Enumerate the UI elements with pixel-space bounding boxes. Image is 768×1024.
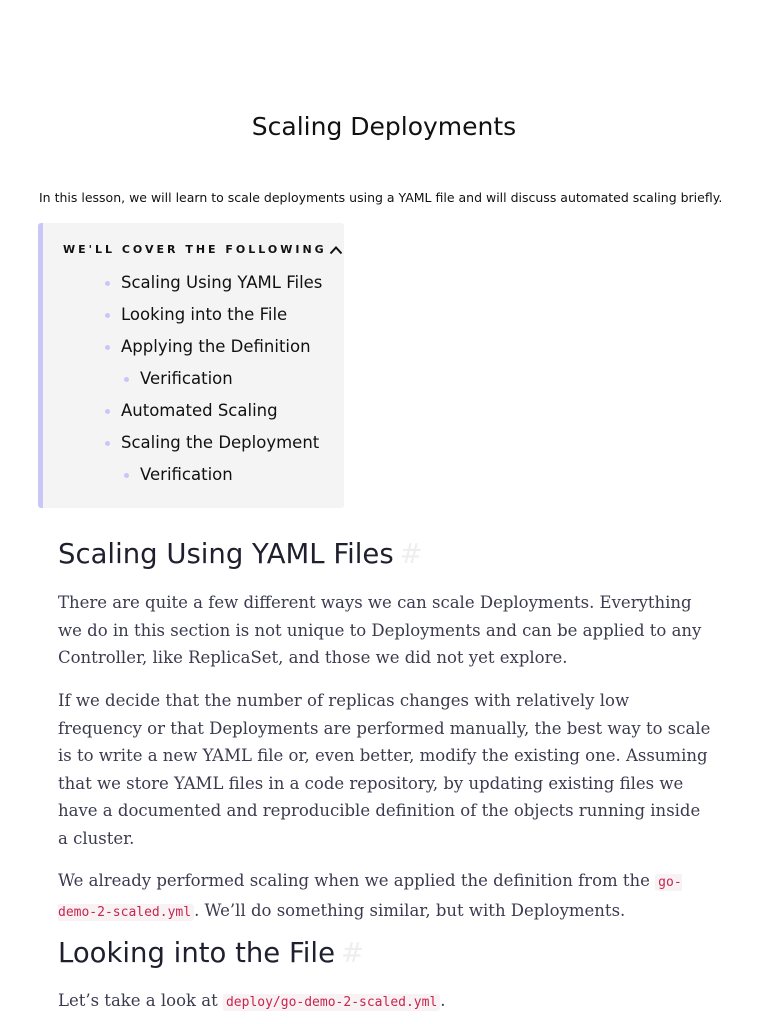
section-heading-text: Scaling Using YAML Files [58,538,394,570]
bullet-dot [105,345,110,350]
paragraph-look-at-file [58,987,713,1017]
text: Let’s take a look at [58,991,223,1010]
toc-item-applying-the-definition[interactable] [43,331,344,363]
bullet-dot [105,281,110,286]
toc-item-verification-2[interactable] [43,459,344,491]
text: . [440,991,446,1010]
toc-list [43,267,344,491]
table-of-contents [38,223,344,508]
bullet-dot [124,377,129,382]
page-title: Scaling Deployments [251,112,517,141]
bullet-dot [105,313,110,318]
paragraph-scaling-yaml: If we decide that the number of replicas changes with relatively low frequency or that Deployments are performed manually, the best way to scale is to write a new YAML file or, even better, modify the existing one. Assuming that we store YAML files in a code repository, by updating existing files we have a documented and reproducible definition of the objects running inside a cluster. [58,691,711,848]
toc-item-scaling-the-deployment[interactable] [43,427,344,459]
paragraph-scaling-intro: There are quite a few different ways we can scale Deployments. Everything we do in this section is not unique to Deployments and can be applied to any Controller, like ReplicaSet, and those we did not yet explore. [58,593,702,667]
text: . We’ll do something similar, but with Deployments. [194,900,626,920]
lesson-intro: In this lesson, we will learn to scale deployments using a YAML file and will discuss automated scaling briefly. [39,190,723,205]
chevron-up-icon[interactable] [329,245,343,255]
toc-item-looking-into-the-file[interactable] [43,299,344,331]
toc-item-scaling-using-yaml-files[interactable] [43,267,344,299]
toc-item-label: Looking into the File [121,305,288,324]
text: We already performed scaling when we applied the definition from the [58,871,656,890]
toc-item-label: Scaling the Deployment [121,433,320,452]
section-heading-scaling-using-yaml-files [58,538,423,570]
section-heading-text: Looking into the File [58,937,335,969]
toc-item-label: Automated Scaling [121,401,278,420]
bullet-dot [105,409,110,414]
bullet-dot [105,441,110,446]
inline-code-filepath: deploy/go-demo-2-scaled.yml [223,994,440,1011]
anchor-link-icon[interactable]: # [399,538,423,570]
toc-item-automated-scaling[interactable] [43,395,344,427]
inline-code-filename: go-demo-2-scaled.yml [58,875,682,920]
toc-item-label: Verification [140,369,233,388]
toc-item-label: Scaling Using YAML Files [121,273,323,292]
toc-item-label: Applying the Definition [121,337,311,356]
toc-header[interactable] [63,243,343,256]
toc-item-label: Verification [140,465,233,484]
section-heading-looking-into-the-file [58,937,364,969]
paragraph-scaling-previous [58,867,713,926]
bullet-dot [124,473,129,478]
toc-header-label: WE'LL COVER THE FOLLOWING [63,243,327,256]
anchor-link-icon[interactable]: # [341,937,365,969]
toc-item-verification[interactable] [43,363,344,395]
